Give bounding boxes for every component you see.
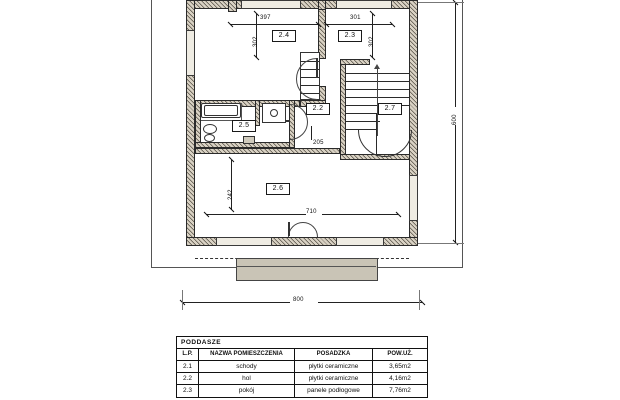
legend-cell-lp: 2.1: [177, 361, 199, 372]
room-tag-2-5: 2.5: [232, 120, 256, 132]
dim-middle-inner-value: 205: [313, 140, 324, 146]
legend-cell-floor: płytki ceramiczne: [295, 373, 373, 384]
legend-title-row: [177, 337, 427, 349]
bathtub-inner: [204, 105, 238, 116]
room-tag-2-2: 2.2: [306, 103, 330, 115]
dim-line-overall-bottom: [182, 302, 290, 303]
dim-overall-bottom-value: 800: [293, 297, 304, 303]
window-top-right: [336, 0, 392, 9]
dim-line-top-right: [326, 24, 392, 25]
room-tag-2-6: 2.6: [266, 183, 290, 195]
dim-ext-right-top: [418, 2, 464, 3]
room26-wall-top: [195, 148, 340, 154]
dim-right-outer-value: 600: [452, 114, 458, 125]
legend-header-row: [177, 349, 427, 361]
legend-cell-lp: 2.2: [177, 373, 199, 384]
stair-direction-line: [377, 66, 378, 136]
dim-line-room26-width-2: [322, 214, 398, 215]
bathroom-detail-line-v: [241, 103, 242, 120]
terrace-outline: [236, 258, 378, 281]
toilet-icon: [204, 134, 215, 142]
legend-cell-area: 4,16m2: [389, 375, 411, 382]
window-left-upper: [186, 30, 195, 76]
dim-room26-width-value: 710: [306, 209, 317, 215]
stair-arrow-head: [374, 64, 380, 69]
dim-line-room26-width: [206, 214, 306, 215]
terrace-inner-line: [236, 266, 376, 267]
legend-row: [177, 361, 427, 373]
legend-cell-name: schody: [199, 361, 295, 372]
dim-line-left-lower-vert: [231, 160, 232, 210]
dim-line-middle-inner: [311, 126, 312, 140]
room-tag-2-7: 2.7: [378, 103, 402, 115]
legend-row: [177, 385, 427, 397]
door-leaf-room-24: [316, 58, 318, 78]
legend-cell-name: hol: [199, 373, 295, 384]
dim-top-left-value: 397: [260, 15, 271, 21]
legend-cell-floor: płytki ceramiczne: [295, 361, 373, 372]
guide-line-right: [462, 0, 463, 268]
dim-left-lower-vert-value: 242: [228, 189, 234, 200]
dim-line-top-left: [230, 24, 318, 25]
dim-top-right-value: 301: [350, 15, 361, 21]
guide-line-left: [151, 0, 152, 268]
legend-row: [177, 373, 427, 385]
window-right-lower: [409, 175, 418, 221]
window-bottom-left: [216, 237, 272, 246]
legend-cell-name: pokój: [199, 385, 295, 397]
legend-cell-area: 7,76m2: [389, 387, 411, 394]
door-leaf-room-26: [288, 222, 290, 236]
dim-line-right-outer: [455, 3, 456, 107]
legend-header-area: POW.UŻ.: [387, 351, 413, 357]
dim-line-overall-bottom-2: [318, 302, 422, 303]
room-tag-2-4: 2.4: [272, 30, 296, 42]
dim-right-upper-vert-value: 302: [369, 36, 375, 47]
dim-ext-bottom-right: [419, 290, 420, 310]
dim-ext-bottom-left: [182, 290, 183, 310]
washbasin-icon: [203, 124, 217, 134]
dim-ext-right-bottom: [418, 243, 464, 244]
legend-cell-area: 3,65m2: [389, 363, 411, 370]
legend-header-name: NAZWA POMIESZCZENIA: [199, 349, 295, 360]
legend-table: [176, 336, 428, 398]
dim-left-upper-vert-value: 302: [253, 36, 259, 47]
window-top-left: [241, 0, 301, 9]
legend-cell-floor: panele podłogowe: [295, 385, 373, 397]
dim-line-right-outer-2: [455, 125, 456, 243]
window-bottom-right: [336, 237, 384, 246]
shaft-top-left: [228, 0, 237, 12]
legend-header-floor: POSADZKA: [295, 349, 373, 360]
vanity-icon: [243, 136, 255, 144]
shower-drain-icon: [270, 109, 278, 117]
legend-cell-lp: 2.3: [177, 385, 199, 397]
legend-header-lp: L.P.: [177, 349, 199, 360]
legend-title: PODDASZE: [181, 339, 222, 346]
room-tag-2-3: 2.3: [338, 30, 362, 42]
